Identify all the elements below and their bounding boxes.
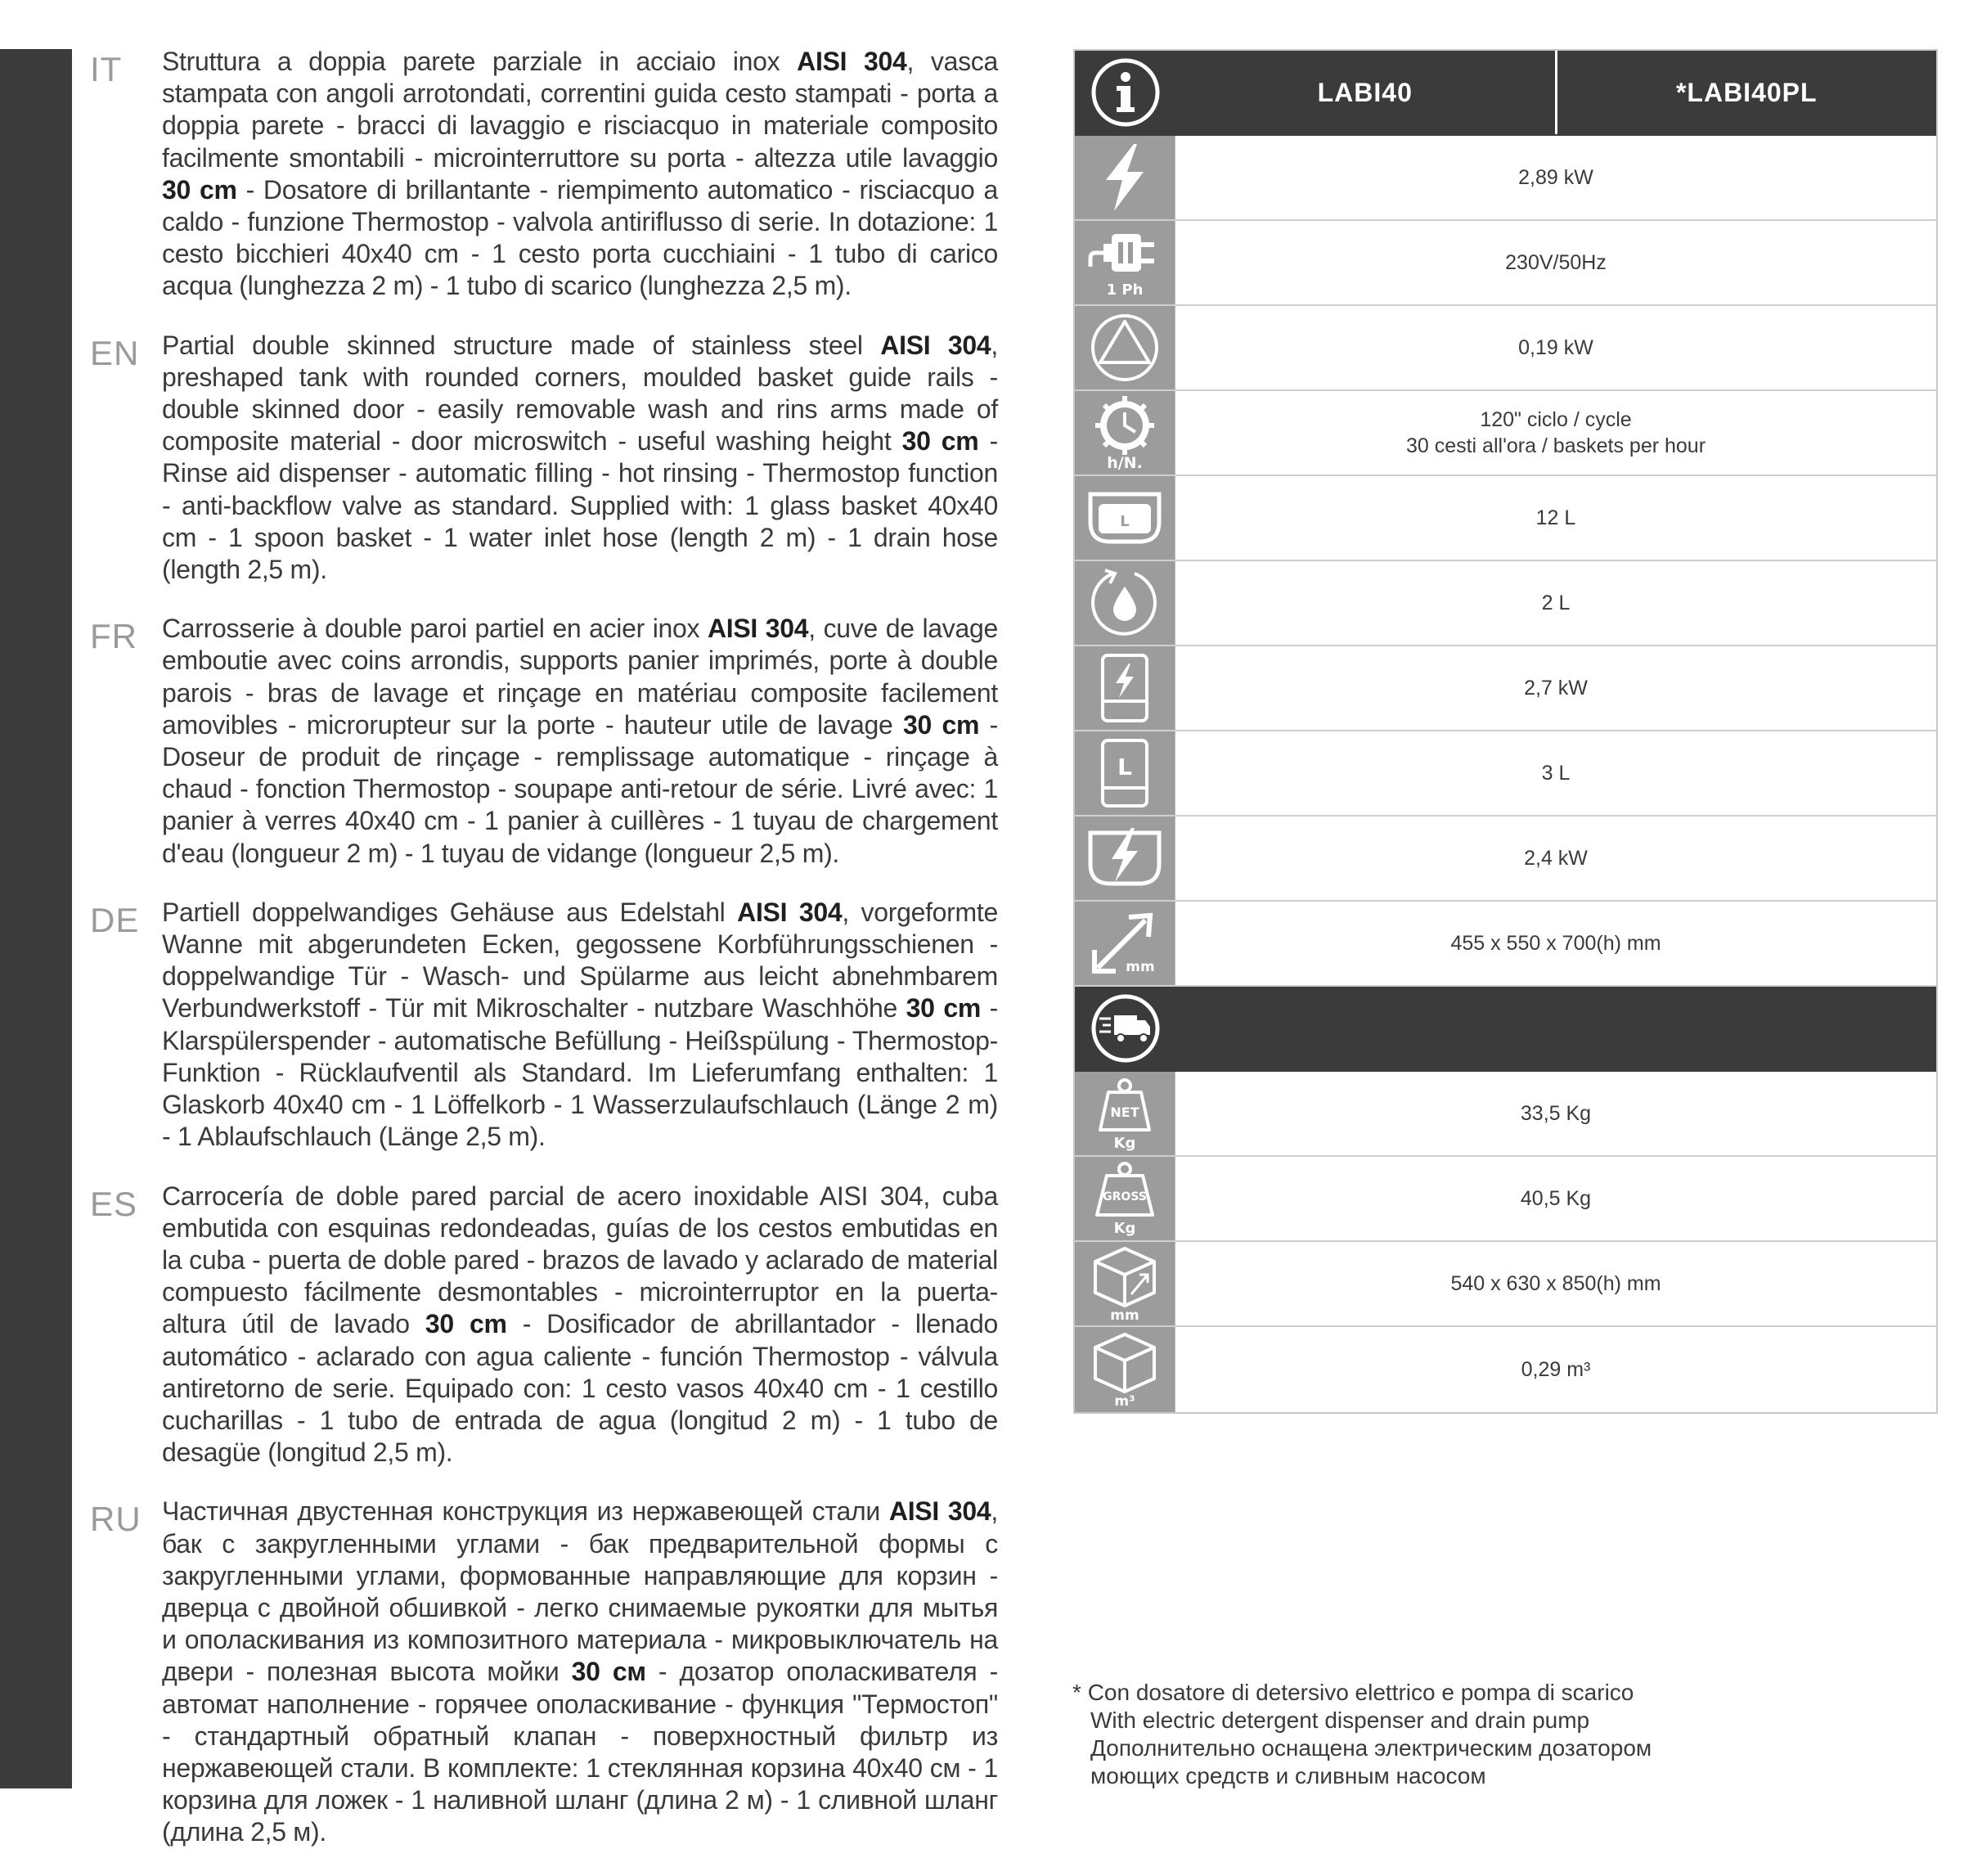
- spec-value: 230V/50Hz: [1505, 251, 1607, 274]
- description-column: [90, 46, 998, 1876]
- table-row: [1075, 731, 1936, 817]
- table-row: [1075, 221, 1936, 306]
- model-header-1: LABI40: [1317, 77, 1413, 107]
- table-row: [1075, 561, 1936, 646]
- net-weight-icon: [1075, 1072, 1175, 1155]
- spec-value: 0,29 m³: [1521, 1358, 1591, 1381]
- lang-code: EN: [90, 333, 140, 372]
- net-text: NET: [1110, 1104, 1139, 1120]
- footnote-line: Дополнительно оснащена электрическим дозатором: [1090, 1735, 1652, 1761]
- description-es: [90, 1181, 998, 1469]
- spec-value: 12 L: [1535, 506, 1576, 529]
- tank-letter: L: [1120, 513, 1130, 530]
- table-row: [1075, 1072, 1936, 1157]
- description-it: [90, 46, 998, 303]
- lang-code: RU: [90, 1500, 142, 1539]
- package-volume-icon: [1075, 1327, 1175, 1412]
- table-row: [1075, 391, 1936, 476]
- delivery-truck-icon: [1075, 987, 1175, 1070]
- lang-code: FR: [90, 617, 137, 656]
- description-fr: [90, 613, 998, 870]
- spec-value: 40,5 Kg: [1520, 1187, 1592, 1210]
- table-row: [1075, 817, 1936, 902]
- table-row: [1075, 136, 1936, 221]
- spec-value: 2 L: [1541, 592, 1571, 614]
- cycle-label: h/N.: [1107, 454, 1143, 471]
- footnote: [1072, 1679, 1652, 1790]
- table-row: [1075, 1242, 1936, 1327]
- tank-heater-icon: [1075, 817, 1175, 900]
- spec-value: 2,7 kW: [1524, 677, 1588, 700]
- description-en: [90, 330, 998, 587]
- plug-label: 1 Ph: [1106, 281, 1144, 299]
- lightning-power-icon: [1075, 136, 1175, 219]
- table-row: [1075, 902, 1936, 987]
- footnote-star: *: [1072, 1680, 1081, 1705]
- boiler-letter: L: [1117, 754, 1132, 781]
- table-header: [1075, 51, 1936, 136]
- spec-table: [1073, 49, 1938, 1414]
- spec-value: 2,89 kW: [1518, 166, 1593, 189]
- dimensions-label: mm: [1126, 959, 1155, 975]
- dimensions-icon: [1075, 902, 1175, 985]
- tank-capacity-icon: [1075, 476, 1175, 560]
- boiler-capacity-icon: [1075, 731, 1175, 815]
- boiler-power-icon: [1075, 646, 1175, 730]
- description-ru: [90, 1496, 998, 1848]
- plug-single-phase-icon: [1075, 221, 1175, 304]
- spec-value: 2,4 kW: [1524, 847, 1588, 870]
- table-row: [1075, 306, 1936, 391]
- gross-weight-icon: [1075, 1157, 1175, 1240]
- spec-value-secondary: 30 cesti all'ora / baskets per hour: [1405, 434, 1706, 457]
- description-text: Struttura a doppia parete parziale in acciaio inox AISI 304, vasca stampata con angoli arrotondati, correntini guida cesto stampati - porta a doppia parete - bracci di lavaggio e risciacquo in materiale composito facilmente smontabili - microinterruttore su porta - altezza utile lavaggio 30 cm - Dosatore di brillantante - riempimento automatico - risciacquo a caldo - funzione Thermostop - valvola antiriflusso di serie. In dotazione: 1 cesto bicchieri 40x40 cm - 1 cesto porta cucchiaini - 1 tubo di carico acqua (lunghezza 2 m) - 1 tubo di scarico (lunghezza 2,5 m).: [162, 47, 999, 301]
- shipping-section-header: [1075, 987, 1936, 1072]
- spec-value: 0,19 kW: [1518, 336, 1593, 359]
- footnote-line: * Con dosatore di detersivo elettrico e pompa di scarico: [1072, 1680, 1634, 1705]
- spec-value: 120" ciclo / cycle: [1480, 408, 1632, 431]
- description-de: [90, 897, 998, 1154]
- package-vol-unit: m³: [1114, 1393, 1135, 1408]
- info-icon: [1075, 51, 1175, 134]
- model-header-2: *LABI40PL: [1555, 51, 1937, 134]
- gross-text: GROSS: [1103, 1190, 1147, 1203]
- table-row: [1075, 1157, 1936, 1242]
- cycle-clock-icon: [1075, 391, 1175, 475]
- package-dimensions-icon: [1075, 1242, 1175, 1325]
- net-unit: Kg: [1113, 1135, 1136, 1151]
- spec-value: 33,5 Kg: [1520, 1102, 1592, 1125]
- pump-triangle-icon: [1075, 306, 1175, 389]
- table-row: [1075, 476, 1936, 561]
- lang-code: ES: [90, 1184, 138, 1223]
- description-text: Carrosserie à double paroi partiel en acier inox AISI 304, cuve de lavage emboutie avec coins arrondis, supports panier imprimés, porte à double parois - bras de lavage et rinçage en matériau composite facilement amovibles - microrupteur sur la porte - hauteur utile de lavage 30 cm - Doseur de produit de rinçage - remplissage automatique - rinçage à chaud - fonction Thermostop - soupape anti-retour de série. Livré avec: 1 panier à verres 40x40 cm - 1 panier à cuillères - 1 tuyau de chargement d'eau (longueur 2 m) - 1 tuyau de vidange (longueur 2,5 m).: [162, 614, 998, 868]
- lang-code: IT: [90, 50, 123, 88]
- description-text: Частичная двустенная конструкция из нержавеющей стали AISI 304, бак с закругленными углами - бак предварительной формы с закругленными углами, формованные направляющие для корзин - дверца с двойной обшивкой - легко снимаемые рукоятки для мытья и ополаскивания из композитного материала - микровыключатель на двери - полезная высота мойки 30 см - дозатор ополаскивателя - автомат наполнение - горячее ополаскивание - функция "Термостоп" - стандартный обратный клапан - поверхностный фильтр из нержавеющей стали. В комплекте: 1 стеклянная корзина 40x40 см - 1 корзина для ложек - 1 наливной шланг (длина 2 м) - 1 сливной шланг (длина 2,5 м).: [162, 1496, 998, 1847]
- package-dim-unit: mm: [1110, 1307, 1139, 1322]
- gross-unit: Kg: [1113, 1220, 1136, 1236]
- water-consumption-icon: [1075, 561, 1175, 645]
- description-text: Partial double skinned structure made of stainless steel AISI 304, preshaped tank with rounded corners, moulded basket guide rails - double skinned door - easily removable wash and rins arms made of composite material - door microswitch - useful washing height 30 cm - Rinse aid dispenser - automatic filling - hot rinsing - Thermostop function - anti-backflow valve as standard. Supplied with: 1 glass basket 40x40 cm - 1 spoon basket - 1 water inlet hose (length 2 m) - 1 drain hose (length 2,5 m).: [162, 330, 998, 585]
- footnote-line: моющих средств и сливным насосом: [1090, 1763, 1486, 1788]
- lang-code: DE: [90, 900, 140, 939]
- table-row: [1075, 1327, 1936, 1412]
- spec-value: 455 x 550 x 700(h) mm: [1450, 932, 1661, 955]
- description-text: Partiell doppelwandiges Gehäuse aus Edelstahl AISI 304, vorgeformte Wanne mit abgerundeten Ecken, gegossene Korbführungsschienen - doppelwandige Tür - Wasch- und Spülarme aus leicht abnehmbarem Verbundwerkstoff - Tür mit Mikroschalter - nutzbare Waschhöhe 30 cm - Klarspülerspender - automatische Befüllung - Heißspülung - Thermostop-Funktion - Rücklaufventil als Standard. Im Lieferumfang enthalten: 1 Glaskorb 40x40 cm - 1 Löffelkorb - 1 Wasserzulaufschlauch (Länge 2 m) - 1 Ablaufschlauch (Länge 2,5 m).: [162, 897, 998, 1152]
- table-row: [1075, 646, 1936, 731]
- description-text: Carrocería de doble pared parcial de acero inoxidable AISI 304, cuba embutida con esquinas redondeadas, guías de los cestos embutidas en la cuba - puerta de doble pared - brazos de lavado y aclarado de material compuesto fácilmente desmontables - microinterruptor en la puerta- altura útil de lavado 30 cm - Dosificador de abrillantador - llenado automático - aclarado con agua caliente - función Thermostop - válvula antiretorno de serie. Equipado con: 1 cesto vasos 40x40 cm - 1 cestillo cucharillas - 1 tubo de entrada de agua (longitud 2 m) - 1 tubo de desagüe (longitud 2,5 m).: [162, 1181, 998, 1468]
- spec-value: 3 L: [1541, 762, 1571, 785]
- footnote-line: With electric detergent dispenser and drain pump: [1090, 1707, 1590, 1733]
- side-color-bar: [0, 49, 72, 1788]
- spec-value: 540 x 630 x 850(h) mm: [1450, 1272, 1661, 1295]
